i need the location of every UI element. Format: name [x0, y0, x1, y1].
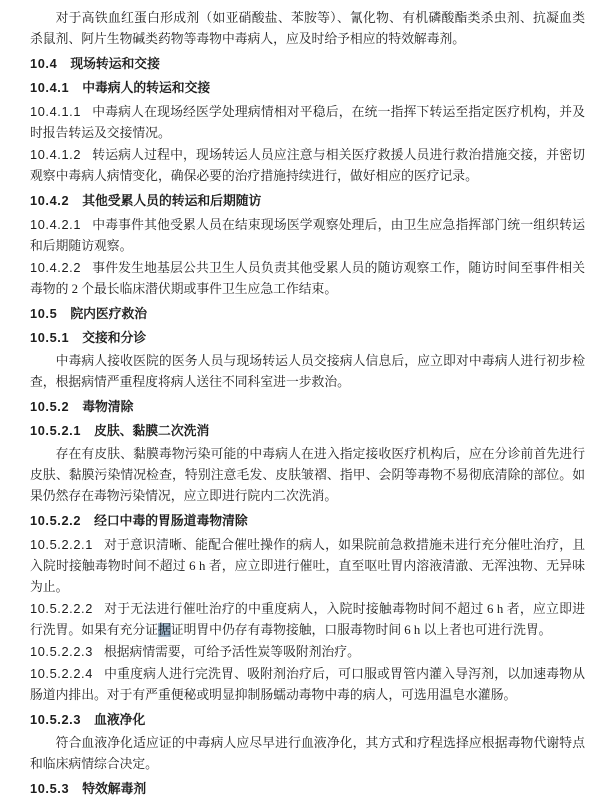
clause-number: 10.5.2.2.4: [30, 666, 93, 681]
section-title: 现场转运和交接: [70, 56, 160, 71]
clause-number: 10.5.2.2.2: [30, 601, 93, 616]
section-title: 毒物清除: [82, 399, 134, 414]
clause-text: 转运病人过程中，现场转运人员应注意与相关医疗救援人员进行救治措施交接，并密切观察中毒病人病情变化，确保必要的治疗措施持续进行，做好相应的医疗记录。: [30, 148, 585, 183]
selected-text[interactable]: 据: [157, 623, 171, 637]
section-heading-10-5-3: [30, 778, 585, 799]
clause-number: 10.5.2.2.1: [30, 537, 93, 552]
clause-text: 对于意识清晰、能配合催吐操作的病人，如果院前急救措施未进行充分催吐治疗，且入院时接触毒物时间不超过 6 h 者，应立即进行催吐，直至呕吐胃内溶液清澈、无浑浊物、无异味为止。: [30, 538, 585, 594]
clause-text: 中重度病人进行完洗胃、吸附剂治疗后，可口服或胃管内灌入导泻剂，以加速毒物从肠道内排出。对于有严重便秘或明显抑制肠蠕动毒物中毒的病人，可选用温皂水灌肠。: [30, 667, 585, 702]
section-number: 10.4.1: [30, 80, 70, 95]
clause-text: 证明胃中仍存有毒物接触，口服毒物时间 6 h 以上者也可进行洗胃。: [170, 623, 552, 637]
section-heading-10-5-2-3: [30, 709, 585, 730]
clause-text: 中毒病人在现场经医学处理病情相对平稳后，在统一指挥下转运至指定医疗机构，并及时报告转运及交接情况。: [30, 105, 585, 140]
clause-number: 10.5.2.2.3: [30, 644, 93, 659]
section-title: 皮肤、黏膜二次洗消: [94, 423, 210, 438]
clause-number: 10.4.2.1: [30, 217, 82, 232]
body-paragraph-intro: 对于高铁血红蛋白形成剂（如亚硝酸盐、苯胺等）、氰化物、有机磷酸酯类杀虫剂、抗凝血类杀鼠剂、阿片生物碱类药物等毒物中毒病人，应及时给予相应的特效解毒剂。: [30, 11, 585, 46]
clause-paragraph-10-4-2-1: [30, 214, 585, 257]
clause-text: 对于无法进行催吐治疗的中重度病人，入院时接触毒物时间不超过 6 h 者，应立即进行洗胃。如果有充分证: [30, 602, 585, 637]
section-heading-10-5: [30, 303, 585, 324]
clause-paragraph-10-5-2-2-2: [30, 598, 585, 641]
section-heading-10-5-2-1: [30, 420, 585, 441]
clause-text: 根据病情需要，可给予活性炭等吸附剂治疗。: [103, 645, 360, 659]
section-number: 10.5.2.2: [30, 513, 82, 528]
clause-number: 10.4.2.2: [30, 260, 82, 275]
section-title: 交接和分诊: [82, 330, 147, 345]
section-heading-10-4-2: [30, 190, 585, 211]
clause-paragraph-10-4-1-1: [30, 101, 585, 144]
section-number: 10.4: [30, 56, 58, 71]
body-paragraph: 符合血液净化适应证的中毒病人应尽早进行血液净化，其方式和疗程选择应根据毒物代谢特点和临床病情综合决定。: [30, 736, 585, 771]
section-heading-10-5-1: [30, 327, 585, 348]
section-number: 10.5.3: [30, 781, 70, 796]
section-number: 10.5.2: [30, 399, 70, 414]
section-number: 10.5.2.3: [30, 712, 82, 727]
section-title: 院内医疗救治: [70, 306, 148, 321]
clause-text: 事件发生地基层公共卫生人员负责其他受累人员的随访观察工作，随访时间至事件相关毒物的 2 个最长临床潜伏期或事件卫生应急工作结束。: [30, 261, 585, 296]
clause-paragraph-10-5-2-2-4: [30, 663, 585, 706]
section-number: 10.5.1: [30, 330, 70, 345]
section-title: 经口中毒的胃肠道毒物清除: [94, 513, 248, 528]
section-number: 10.5: [30, 306, 58, 321]
section-title: 血液净化: [94, 712, 146, 727]
clause-number: 10.4.1.1: [30, 104, 82, 119]
section-heading-10-4-1: [30, 77, 585, 98]
clause-paragraph-10-4-1-2: [30, 144, 585, 187]
section-number: 10.4.2: [30, 193, 70, 208]
clause-number: 10.4.1.2: [30, 147, 82, 162]
clause-paragraph-10-5-2-2-1: [30, 534, 585, 598]
section-heading-10-5-2: [30, 396, 585, 417]
body-paragraph: 存在有皮肤、黏膜毒物污染可能的中毒病人在进入指定接收医疗机构后，应在分诊前首先进行皮肤、黏膜污染情况检查，特别注意毛发、皮肤皱褶、指甲、会阴等毒物不易彻底清除的部位。如果仍然存在毒物污染情况，应立即进行院内二次洗消。: [30, 447, 585, 503]
section-title: 中毒病人的转运和交接: [82, 80, 211, 95]
body-paragraph: 中毒病人接收医院的医务人员与现场转运人员交接病人信息后，应立即对中毒病人进行初步检查，根据病情严重程度将病人送往不同科室进一步救治。: [30, 354, 585, 389]
clause-paragraph-10-5-2-2-3: [30, 641, 585, 663]
section-number: 10.5.2.1: [30, 423, 82, 438]
section-heading-10-5-2-2: [30, 510, 585, 531]
clause-paragraph-10-4-2-2: [30, 257, 585, 300]
clause-text: 中毒事件其他受累人员在结束现场医学观察处理后，由卫生应急指挥部门统一组织转运和后期随访观察。: [30, 218, 585, 253]
section-heading-10-4: [30, 53, 585, 74]
section-title: 其他受累人员的转运和后期随访: [82, 193, 262, 208]
section-title: 特效解毒剂: [82, 781, 147, 796]
